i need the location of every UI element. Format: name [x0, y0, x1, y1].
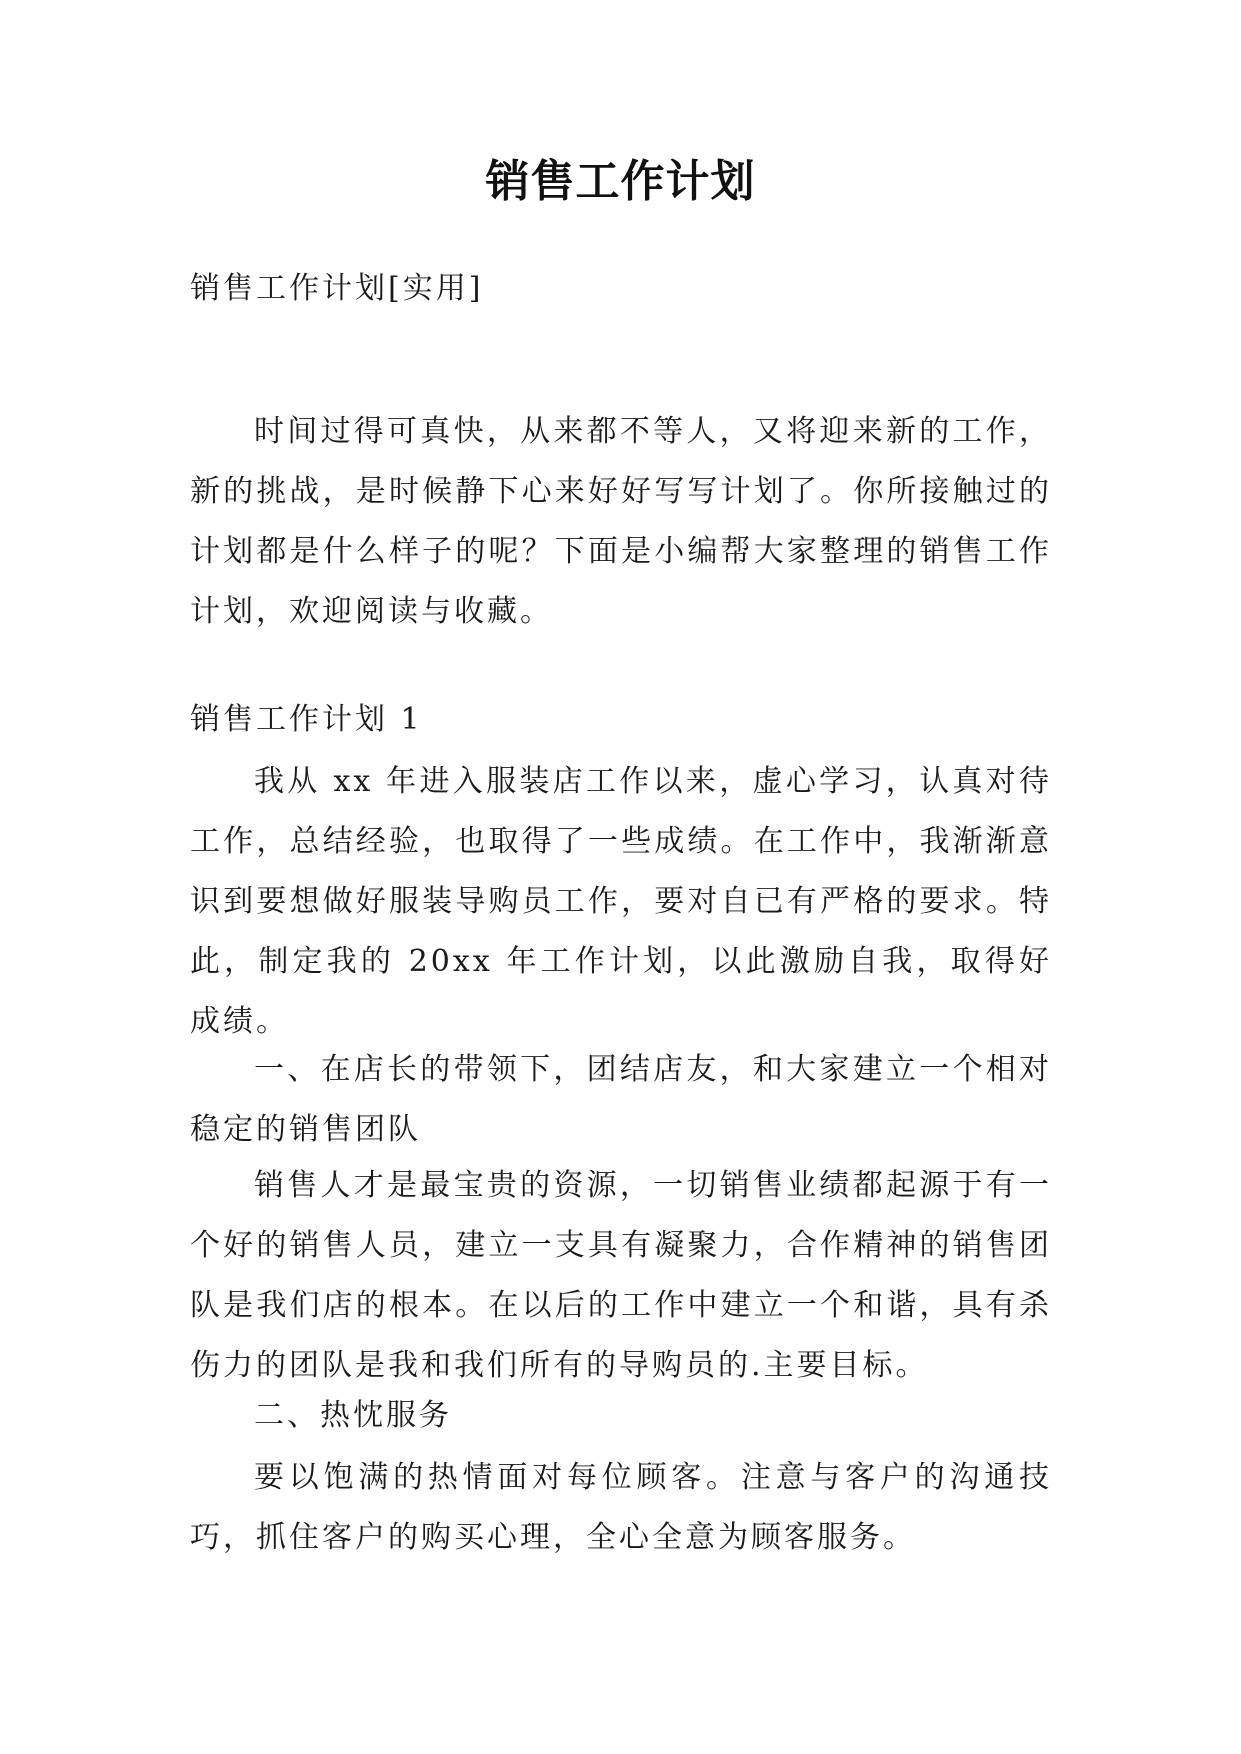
document-subtitle: 销售工作计划[实用]: [190, 271, 484, 306]
body-paragraph-3: 要以饱满的热情面对每位顾客。注意与客户的沟通技巧，抓住客户的购买心理，全心全意为顾客服务。: [190, 1460, 1052, 1555]
body-paragraph-2: 销售人才是最宝贵的资源，一切销售业绩都起源于有一个好的销售人员，建立一支具有凝聚力，合作精神的销售团队是我们店的根本。在以后的工作中建立一个和谐，具有杀伤力的团队是我和我们所有的导购员的.主要目标。: [190, 1168, 1052, 1383]
document-title: 销售工作计划: [485, 156, 756, 207]
section-heading-2: 二、热忱服务: [254, 1398, 452, 1433]
intro-paragraph: 时间过得可真快，从来都不等人，又将迎来新的工作，新的挑战，是时候静下心来好好写写计划了。你所接触过的计划都是什么样子的呢？下面是小编帮大家整理的销售工作计划，欢迎阅读与收藏。: [190, 414, 1052, 629]
section-title: 销售工作计划 1: [190, 702, 423, 737]
section-heading-1: 一、在店长的带领下，团结店友，和大家建立一个相对稳定的销售团队: [190, 1052, 1052, 1147]
body-paragraph-1: 我从 xx 年进入服装店工作以来，虚心学习，认真对待工作，总结经验，也取得了一些成绩。在工作中，我渐渐意识到要想做好服装导购员工作，要对自已有严格的要求。特此，制定我的 20xx 年工作计划，以此激励自我，取得好成绩。: [190, 764, 1052, 1039]
